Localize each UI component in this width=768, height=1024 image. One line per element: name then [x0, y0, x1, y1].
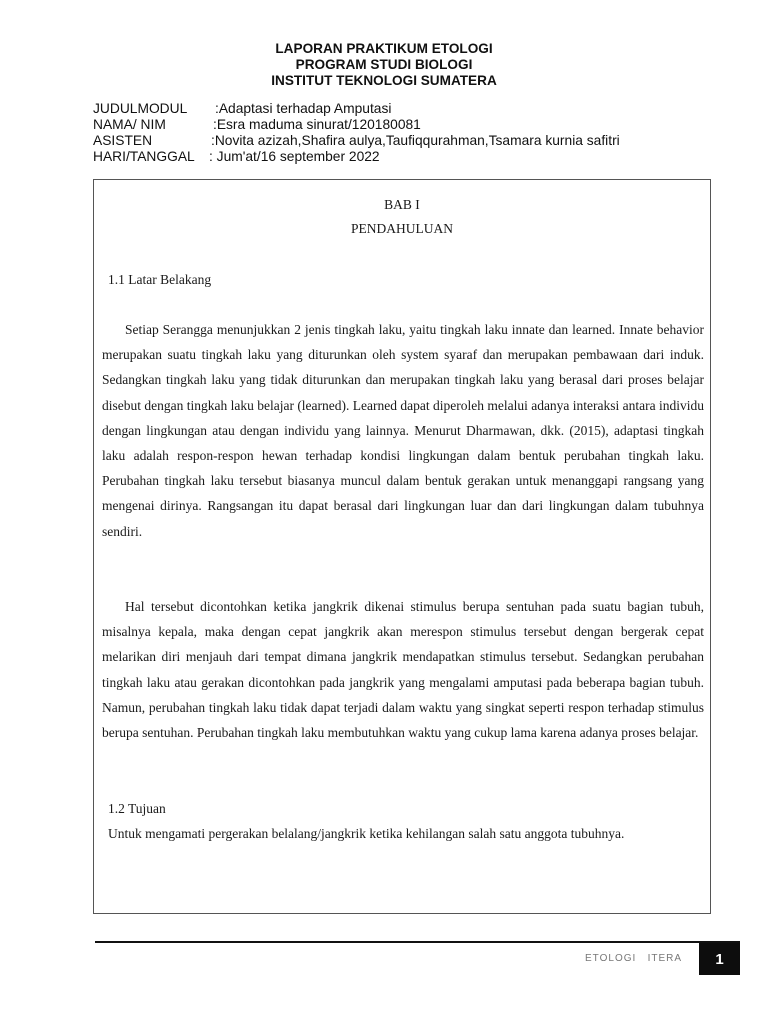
meta-row-name [93, 117, 733, 133]
section-heading-objective: 1.2 Tujuan [108, 801, 166, 816]
meta-label: NAMA/ NIM [93, 117, 166, 132]
page-number: 1 [715, 950, 724, 968]
meta-label: HARI/TANGGAL [93, 149, 195, 164]
meta-row-assistant [93, 133, 733, 149]
meta-label: JUDULMODUL [93, 101, 188, 116]
paragraph-background-2: Hal tersebut dicontohkan ketika jangkrik dikenai stimulus berupa sentuhan pada suatu bagian tubuh, misalnya kepala, maka dengan cepat jangkrik akan merespon stimulus tersebut dengan bergerak cepat melarikan diri menjauh dari tempat dimana jangkrik mendapatkan stimulus tersebut. Sedangkan perubahan tingkah laku atau gerakan dicontohkan pada jangkrik yang mengalami amputasi pada beberapa bagian tubuh. Namun, perubahan tingkah laku tidak dapat terjadi dalam waktu yang singkat seperti respon terhadap stimulus berupa sentuhan. Perubahan tingkah laku membutuhkan waktu yang cukup lama karena adanya proses belajar. [102, 599, 704, 741]
chapter-number: BAB I [384, 197, 420, 212]
footer-divider [95, 941, 740, 943]
chapter-title: PENDAHULUAN [351, 221, 453, 236]
meta-value: :Adaptasi terhadap Amputasi [215, 101, 392, 116]
paragraph-background-1: Setiap Serangga menunjukkan 2 jenis tingkah laku, yaitu tingkah laku innate dan learned. Innate behavior merupakan suatu tingkah laku yang diturunkan oleh system syaraf dan merupakan pembawaan dari induk. Sedangkan tingkah laku yang tidak diturunkan dan merupakan tingkah laku yang berasal dari proses belajar disebut dengan tingkah laku belajar (learned). Learned dapat diperoleh melalui adanya interaksi antara individu dengan lingkungan atau dengan individu yang lainnya. Menurut Dharmawan, dkk. (2015), adaptasi tingkah laku adalah respon-respon hewan terhadap kondisi lingkungan dalam bentuk perubahan tingkah laku. Perubahan tingkah laku tersebut biasanya muncul dalam bentuk gerakan untuk menanggapi rangsang yang mengenai dirinya. Rangsangan itu dapat berasal dari lingkungan luar dan dari lingkungan dalam tubuhnya sendiri. [102, 322, 705, 539]
objective-text: Untuk mengamati pergerakan belalang/jangkrik ketika kehilangan salah satu anggota tubuhnya. [108, 826, 625, 841]
meta-value: : Jum'at/16 september 2022 [209, 149, 380, 164]
section-heading-background: 1.1 Latar Belakang [108, 272, 212, 287]
report-metadata [93, 101, 733, 165]
page-number-badge [699, 943, 740, 975]
meta-value: :Novita azizah,Shafira aulya,Taufiqqurahman,Tsamara kurnia safitri [211, 133, 620, 148]
meta-label: ASISTEN [93, 133, 153, 148]
report-title: LAPORAN PRAKTIKUM ETOLOGI [275, 41, 493, 56]
meta-row-module [93, 101, 733, 117]
report-header [0, 41, 768, 89]
footer-label: ETOLOGI ITERA [585, 953, 683, 964]
meta-row-date [93, 149, 733, 165]
study-program: PROGRAM STUDI BIOLOGI [295, 57, 473, 72]
meta-value: :Esra maduma sinurat/120180081 [213, 117, 421, 132]
institution-name: INSTITUT TEKNOLOGI SUMATERA [271, 73, 497, 88]
content-box [93, 179, 711, 914]
